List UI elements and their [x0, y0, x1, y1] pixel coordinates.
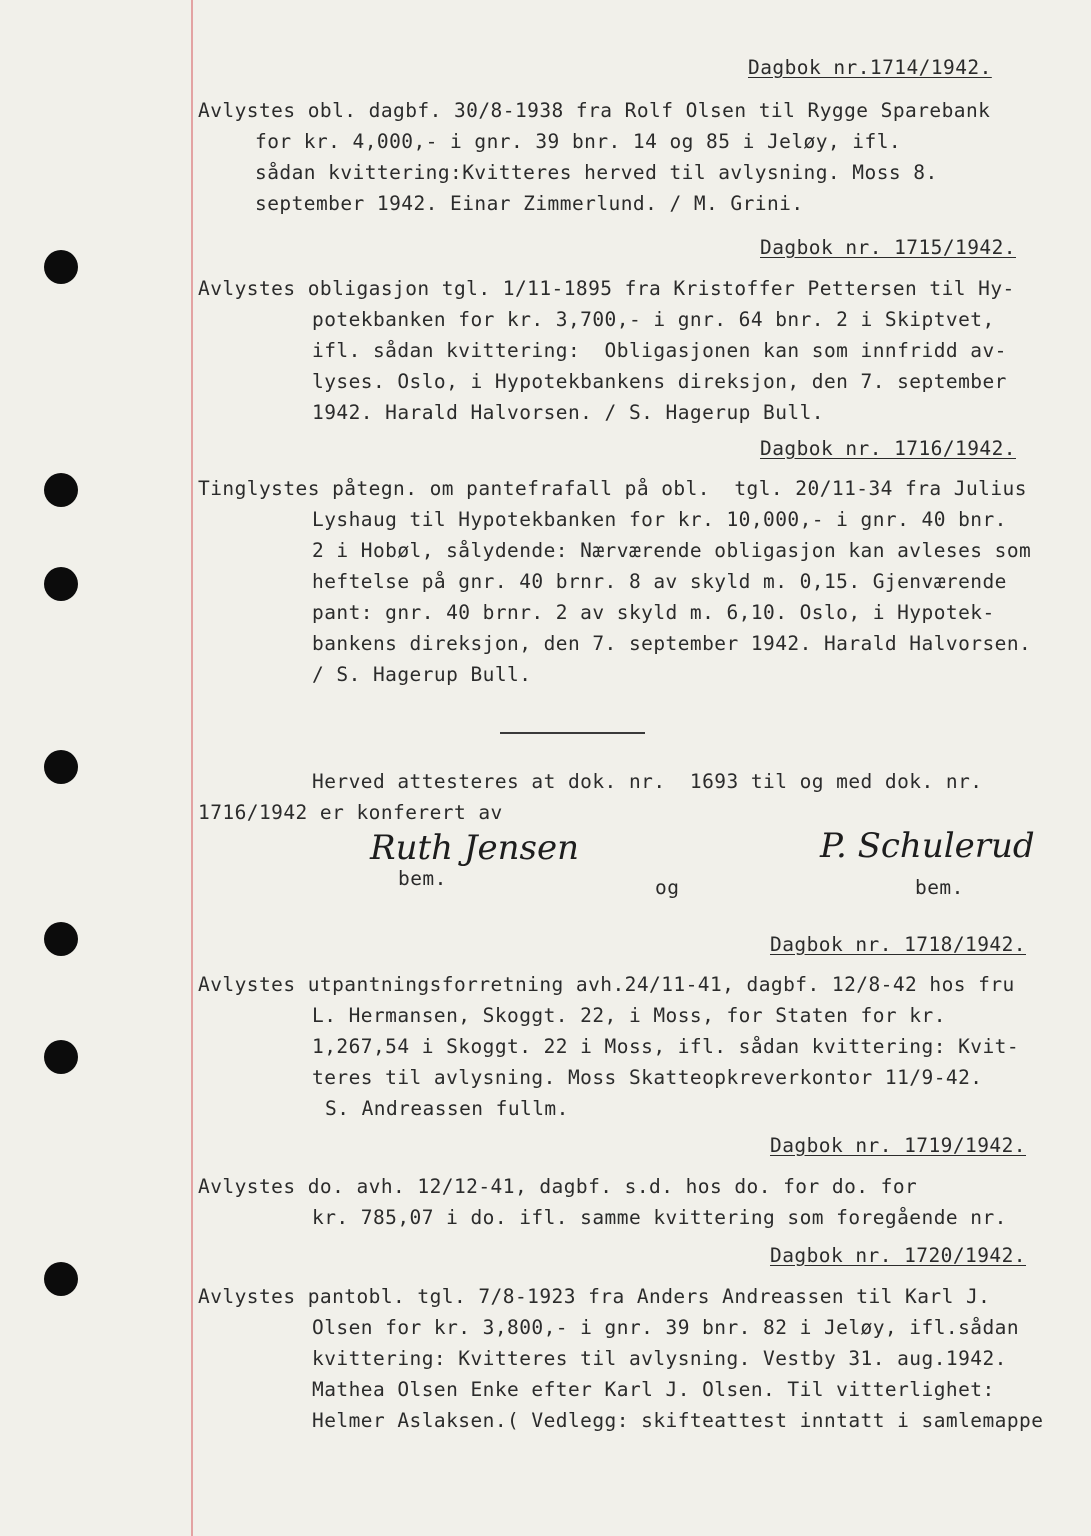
- punch-hole: [44, 1262, 78, 1296]
- entry-line: Avlystes do. avh. 12/12-41, dagbf. s.d. hos do. for do. for: [198, 1175, 918, 1198]
- entry-line: bankens direksjon, den 7. september 1942. Harald Halvorsen.: [312, 632, 1032, 655]
- entry-line: 1942. Harald Halvorsen. / S. Hagerup Bull.: [312, 401, 824, 424]
- entry-line: ifl. sådan kvittering: Obligasjonen kan som innfridd av-: [312, 339, 1007, 362]
- entry-line: september 1942. Einar Zimmerlund. / M. Grini.: [255, 192, 804, 215]
- entry-header: Dagbok nr. 1719/1942.: [770, 1134, 1026, 1157]
- entry-line: 1,267,54 i Skoggt. 22 i Moss, ifl. sådan kvittering: Kvit-: [312, 1035, 1020, 1058]
- entry-line: Avlystes utpantningsforretning avh.24/11-41, dagbf. 12/8-42 hos fru: [198, 973, 1015, 996]
- punch-hole: [44, 922, 78, 956]
- entry-header: Dagbok nr.1714/1942.: [748, 56, 992, 79]
- punch-hole: [44, 473, 78, 507]
- punch-hole: [44, 567, 78, 601]
- punch-hole: [44, 1040, 78, 1074]
- entry-line: for kr. 4,000,- i gnr. 39 bnr. 14 og 85 i Jeløy, ifl.: [255, 130, 902, 153]
- entry-line: Avlystes obligasjon tgl. 1/11-1895 fra Kristoffer Pettersen til Hy-: [198, 277, 1015, 300]
- entry-line: Avlystes obl. dagbf. 30/8-1938 fra Rolf Olsen til Rygge Sparebank: [198, 99, 991, 122]
- entry-line: S. Andreassen fullm.: [325, 1097, 569, 1120]
- margin-rule: [191, 0, 193, 1536]
- entry-header: Dagbok nr. 1720/1942.: [770, 1244, 1026, 1267]
- entry-line: Helmer Aslaksen.( Vedlegg: skifteattest inntatt i samlemappe: [312, 1409, 1044, 1432]
- punch-hole: [44, 250, 78, 284]
- entry-line: Lyshaug til Hypotekbanken for kr. 10,000,- i gnr. 40 bnr.: [312, 508, 1007, 531]
- entry-line: teres til avlysning. Moss Skatteopkreverkontor 11/9-42.: [312, 1066, 983, 1089]
- entry-line: Avlystes pantobl. tgl. 7/8-1923 fra Anders Andreassen til Karl J.: [198, 1285, 991, 1308]
- signature-right: P. Schulerud: [820, 826, 1035, 866]
- entry-line: L. Hermansen, Skoggt. 22, i Moss, for Staten for kr.: [312, 1004, 946, 1027]
- bem-label-left: bem.: [398, 867, 447, 890]
- entry-line: Olsen for kr. 3,800,- i gnr. 39 bnr. 82 i Jeløy, ifl.sådan: [312, 1316, 1020, 1339]
- entry-header: Dagbok nr. 1715/1942.: [760, 236, 1016, 259]
- entry-header: Dagbok nr. 1716/1942.: [760, 437, 1016, 460]
- signature-left: Ruth Jensen: [370, 828, 579, 868]
- entry-line: lyses. Oslo, i Hypotekbankens direksjon, den 7. september: [312, 370, 1007, 393]
- entry-line: sådan kvittering:Kvitteres herved til avlysning. Moss 8.: [255, 161, 938, 184]
- og-label: og: [655, 876, 680, 899]
- attestation-line: 1716/1942 er konferert av: [198, 801, 503, 824]
- entry-header: Dagbok nr. 1718/1942.: [770, 933, 1026, 956]
- entry-line: potekbanken for kr. 3,700,- i gnr. 64 bnr. 2 i Skiptvet,: [312, 308, 995, 331]
- punch-hole: [44, 750, 78, 784]
- attestation-line: Herved attesteres at dok. nr. 1693 til og med dok. nr.: [312, 770, 983, 793]
- entry-line: / S. Hagerup Bull.: [312, 663, 532, 686]
- entry-line: Tinglystes påtegn. om pantefrafall på obl. tgl. 20/11-34 fra Julius: [198, 477, 1027, 500]
- entry-line: pant: gnr. 40 brnr. 2 av skyld m. 6,10. Oslo, i Hypotek-: [312, 601, 995, 624]
- entry-line: 2 i Hobøl, sålydende: Nærværende obligasjon kan avleses som: [312, 539, 1032, 562]
- section-divider: [500, 732, 645, 734]
- entry-line: Mathea Olsen Enke efter Karl J. Olsen. Til vitterlighet:: [312, 1378, 995, 1401]
- entry-line: heftelse på gnr. 40 brnr. 8 av skyld m. 0,15. Gjenværende: [312, 570, 1007, 593]
- entry-line: kr. 785,07 i do. ifl. samme kvittering som foregående nr.: [312, 1206, 1007, 1229]
- entry-line: kvittering: Kvitteres til avlysning. Vestby 31. aug.1942.: [312, 1347, 1007, 1370]
- bem-label-right: bem.: [915, 876, 964, 899]
